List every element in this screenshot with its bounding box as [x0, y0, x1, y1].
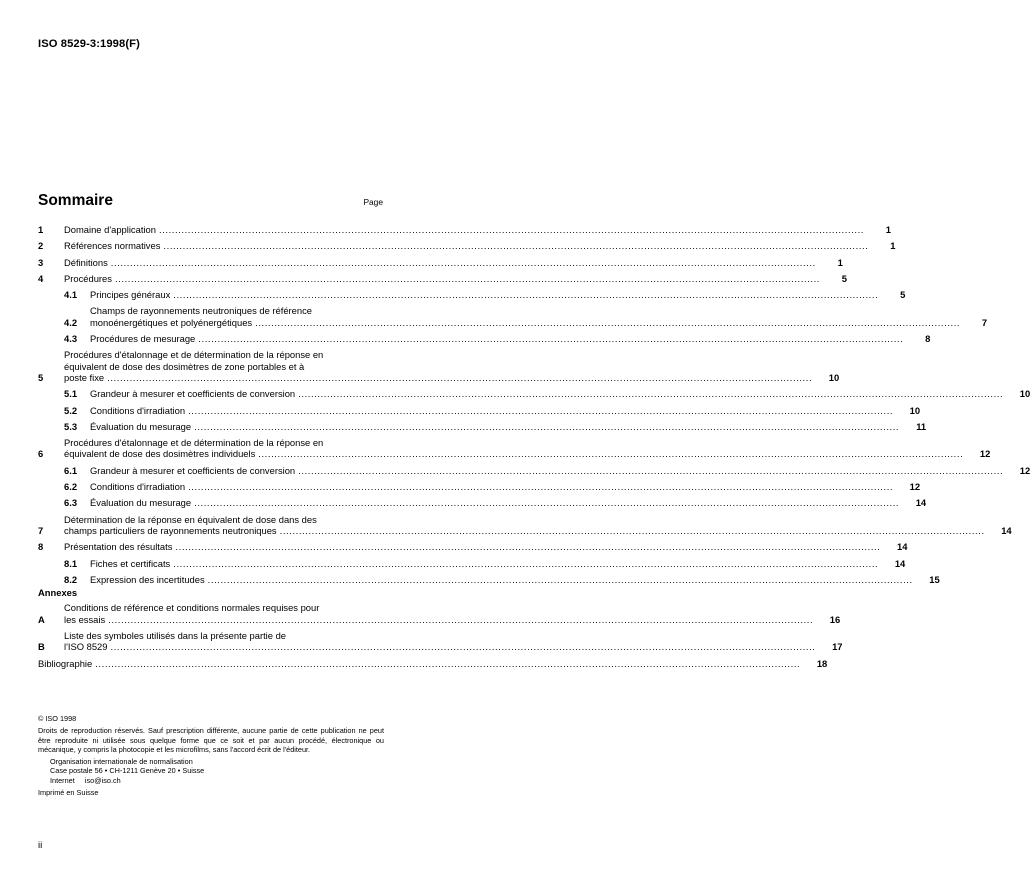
toc-entry-title-line: Évaluation du mesurage	[90, 420, 192, 432]
toc-entry[interactable]	[38, 437, 991, 460]
toc-section-heading: Annexes	[38, 587, 78, 599]
copyright-notice	[38, 714, 384, 797]
toc-page-number: 17	[832, 641, 843, 653]
toc-title: Sommaire	[38, 192, 113, 209]
toc-entry-title-line: Références normatives	[64, 240, 161, 252]
toc-leader-dots: ............................................................................................................................................................................................................................	[207, 573, 913, 585]
toc-entry[interactable]	[38, 602, 841, 625]
toc-entry[interactable]	[38, 349, 840, 383]
toc-entry-title-line: Liste des symboles utilisés dans la présente partie de	[64, 630, 286, 642]
toc-entry-number: 6.1	[64, 464, 78, 476]
toc-entry[interactable]	[38, 272, 847, 284]
toc-entry[interactable]	[38, 541, 908, 553]
toc-leader-dots: ............................................................................................................................................................................................................................	[110, 256, 816, 268]
toc-entry-number: 8.2	[64, 573, 78, 585]
toc-page-number: 10	[1019, 388, 1030, 400]
toc-subentry[interactable]	[38, 289, 906, 301]
toc-entry[interactable]	[38, 256, 843, 268]
toc-entry-number: 7	[38, 524, 44, 536]
toc-entry-title-line: équivalent de dose des dosimètres de zone portables et à	[64, 360, 305, 372]
toc-entry-number: 4.1	[64, 289, 78, 301]
toc-entry-title-line: champs particuliers de rayonnements neutroniques	[64, 524, 277, 536]
toc-subentry[interactable]	[38, 481, 921, 493]
toc-entry-title-line: Principes généraux	[90, 289, 171, 301]
toc-leader-dots: ............................................................................................................................................................................................................................	[175, 541, 881, 553]
toc-leader-dots: ............................................................................................................................................................................................................................	[188, 481, 894, 493]
toc-subentry[interactable]	[38, 333, 931, 345]
toc-entry-title-line: Définitions	[64, 256, 108, 268]
toc-page-number: 14	[897, 541, 908, 553]
toc-entry-number: 5.1	[64, 388, 78, 400]
toc-page-number: 7	[981, 316, 988, 328]
toc-page-number: 15	[929, 573, 940, 585]
table-of-contents	[38, 224, 1030, 674]
toc-leader-dots: ............................................................................................................................................................................................................................	[114, 272, 820, 284]
toc-page-number: 1	[837, 256, 843, 268]
toc-entry-number: 2	[38, 240, 44, 252]
toc-subentry[interactable]	[38, 557, 906, 569]
toc-entry-number: A	[38, 613, 45, 625]
rights-statement: Droits de reproduction réservés. Sauf prescription différente, aucune partie de cette publication ne peut être reproduite ni utilisée sous quelque forme que ce soit et par aucun procédé, électronique ou mécanique, y compris la photocopie et les microfilms, sans l'accord écrit de l'éditeur.	[38, 726, 384, 754]
toc-entry-number: 5.3	[64, 420, 78, 432]
toc-page-number: 11	[916, 420, 927, 432]
printed-in: Imprimé en Suisse	[38, 788, 99, 798]
toc-leader-dots: ............................................................................................................................................................................................................................	[108, 613, 814, 625]
toc-entry-title-line: Grandeur à mesurer et coefficients de conversion	[90, 388, 296, 400]
toc-entry-title-line: Conditions de référence et conditions normales requises pour	[64, 602, 320, 614]
toc-entry-number: 6.3	[64, 497, 78, 509]
toc-page-column-label: Page	[363, 197, 383, 207]
toc-leader-dots: ............................................................................................................................................................................................................................	[95, 657, 801, 669]
toc-leader-dots: ............................................................................................................................................................................................................................	[198, 333, 904, 345]
toc-page-number: 5	[841, 272, 847, 284]
toc-entry-number: 8.1	[64, 557, 78, 569]
toc-entry-title-line: Procédures	[64, 272, 112, 284]
toc-leader-dots: ............................................................................................................................................................................................................................	[298, 388, 1004, 400]
toc-leader-dots: ............................................................................................................................................................................................................................	[258, 448, 964, 460]
toc-leader-dots: ............................................................................................................................................................................................................................	[163, 240, 869, 252]
toc-entry-number: 4.2	[64, 316, 78, 328]
toc-entry-number: 6	[38, 448, 44, 460]
toc-entry-title-line: monoénergétiques et polyénergétiques	[90, 316, 253, 328]
toc-entry-number: 4	[38, 272, 44, 284]
toc-entry-title-line: Procédures d'étalonnage et de détermination de la réponse en	[64, 349, 324, 361]
toc-entry-title-line: Procédures d'étalonnage et de détermination de la réponse en	[64, 437, 324, 449]
toc-subentry[interactable]	[38, 388, 1030, 400]
toc-entry-number: B	[38, 641, 45, 653]
document-code: ISO 8529-3:1998(F)	[38, 38, 140, 50]
toc-entry-title-line: Fiches et certificats	[90, 557, 171, 569]
toc-subentry[interactable]	[38, 497, 927, 509]
toc-entry-title-line: Bibliographie	[38, 657, 93, 669]
toc-subentry[interactable]	[38, 573, 940, 585]
toc-entry-number: 5	[38, 371, 44, 383]
toc-page-number: 14	[1001, 524, 1012, 536]
toc-entry[interactable]	[38, 630, 843, 653]
toc-leader-dots: ............................................................................................................................................................................................................................	[194, 420, 900, 432]
toc-page-number: 1	[890, 240, 896, 252]
toc-subentry[interactable]	[38, 464, 1030, 476]
toc-entry-title-line: Champs de rayonnements neutroniques de référence	[90, 305, 313, 317]
toc-entry-title-line: Détermination de la réponse en équivalent de dose dans des	[64, 513, 317, 525]
toc-leader-dots: ............................................................................................................................................................................................................................	[279, 524, 985, 536]
toc-entry-number: 4.3	[64, 333, 78, 345]
toc-page-number: 1	[885, 224, 891, 235]
toc-page-number: 16	[829, 613, 841, 625]
toc-entry-title-line: Présentation des résultats	[64, 541, 173, 553]
toc-leader-dots: ............................................................................................................................................................................................................................	[173, 289, 879, 301]
toc-entry-title-line: Procédures de mesurage	[90, 333, 196, 345]
toc-entry-title-line: équivalent de dose des dosimètres individuels	[64, 448, 256, 460]
toc-entry[interactable]	[38, 240, 896, 252]
toc-page-number: 8	[925, 333, 931, 345]
toc-leader-dots: ............................................................................................................................................................................................................................	[194, 497, 900, 509]
toc-entry-title-line: Évaluation du mesurage	[90, 497, 192, 509]
toc-leader-dots: ............................................................................................................................................................................................................................	[110, 641, 816, 653]
toc-subentry[interactable]	[38, 420, 927, 432]
toc-page-number: 10	[828, 371, 840, 383]
toc-entry-title-line: Expression des incertitudes	[90, 573, 205, 585]
toc-page-number: 12	[1019, 464, 1030, 476]
toc-entry-number: 6.2	[64, 481, 78, 493]
postal-address: Case postale 56 • CH-1211 Genève 20 • Suisse	[50, 766, 205, 776]
toc-entry[interactable]	[38, 657, 828, 669]
toc-entry-title-line: Grandeur à mesurer et coefficients de conversion	[90, 464, 296, 476]
page-number: ii	[38, 840, 43, 851]
toc-page-number: 14	[894, 557, 906, 569]
toc-leader-dots: ............................................................................................................................................................................................................................	[298, 464, 1004, 476]
internet-address: Internet iso@iso.ch	[50, 775, 121, 785]
organisation-name: Organisation internationale de normalisation	[50, 757, 193, 767]
toc-leader-dots: ............................................................................................................................................................................................................................	[107, 371, 813, 383]
toc-page-number: 14	[915, 497, 927, 509]
toc-leader-dots: ............................................................................................................................................................................................................................	[188, 404, 894, 416]
copyright-line: © ISO 1998	[38, 714, 77, 723]
toc-leader-dots: ............................................................................................................................................................................................................................	[158, 224, 864, 235]
toc-entry[interactable]	[38, 513, 1012, 537]
toc-entry-title-line: Conditions d'irradiation	[90, 481, 186, 493]
toc-entry-number: 5.2	[64, 404, 78, 416]
toc-entry-title-line: l'ISO 8529	[64, 641, 108, 653]
toc-entry-number: 1	[38, 224, 44, 235]
toc-entry[interactable]	[38, 224, 891, 235]
toc-page-number: 10	[909, 404, 921, 416]
toc-entry-number: 8	[38, 541, 44, 553]
toc-page-number: 12	[979, 448, 991, 460]
toc-entry-title-line: Conditions d'irradiation	[90, 404, 186, 416]
toc-subentry[interactable]	[38, 404, 921, 416]
toc-leader-dots: ............................................................................................................................................................................................................................	[173, 557, 879, 569]
toc-entry-title-line: Domaine d'application	[64, 224, 156, 235]
toc-page-number: 5	[900, 289, 906, 301]
toc-entry-title-line: les essais	[64, 613, 106, 625]
toc-page-number: 12	[909, 481, 921, 493]
toc-leader-dots: ............................................................................................................................................................................................................................	[255, 316, 961, 328]
toc-entry-title-line: poste fixe	[64, 371, 105, 383]
toc-entry-number: 3	[38, 256, 44, 268]
toc-page-number: 18	[816, 657, 828, 669]
toc-subentry[interactable]	[38, 305, 988, 328]
